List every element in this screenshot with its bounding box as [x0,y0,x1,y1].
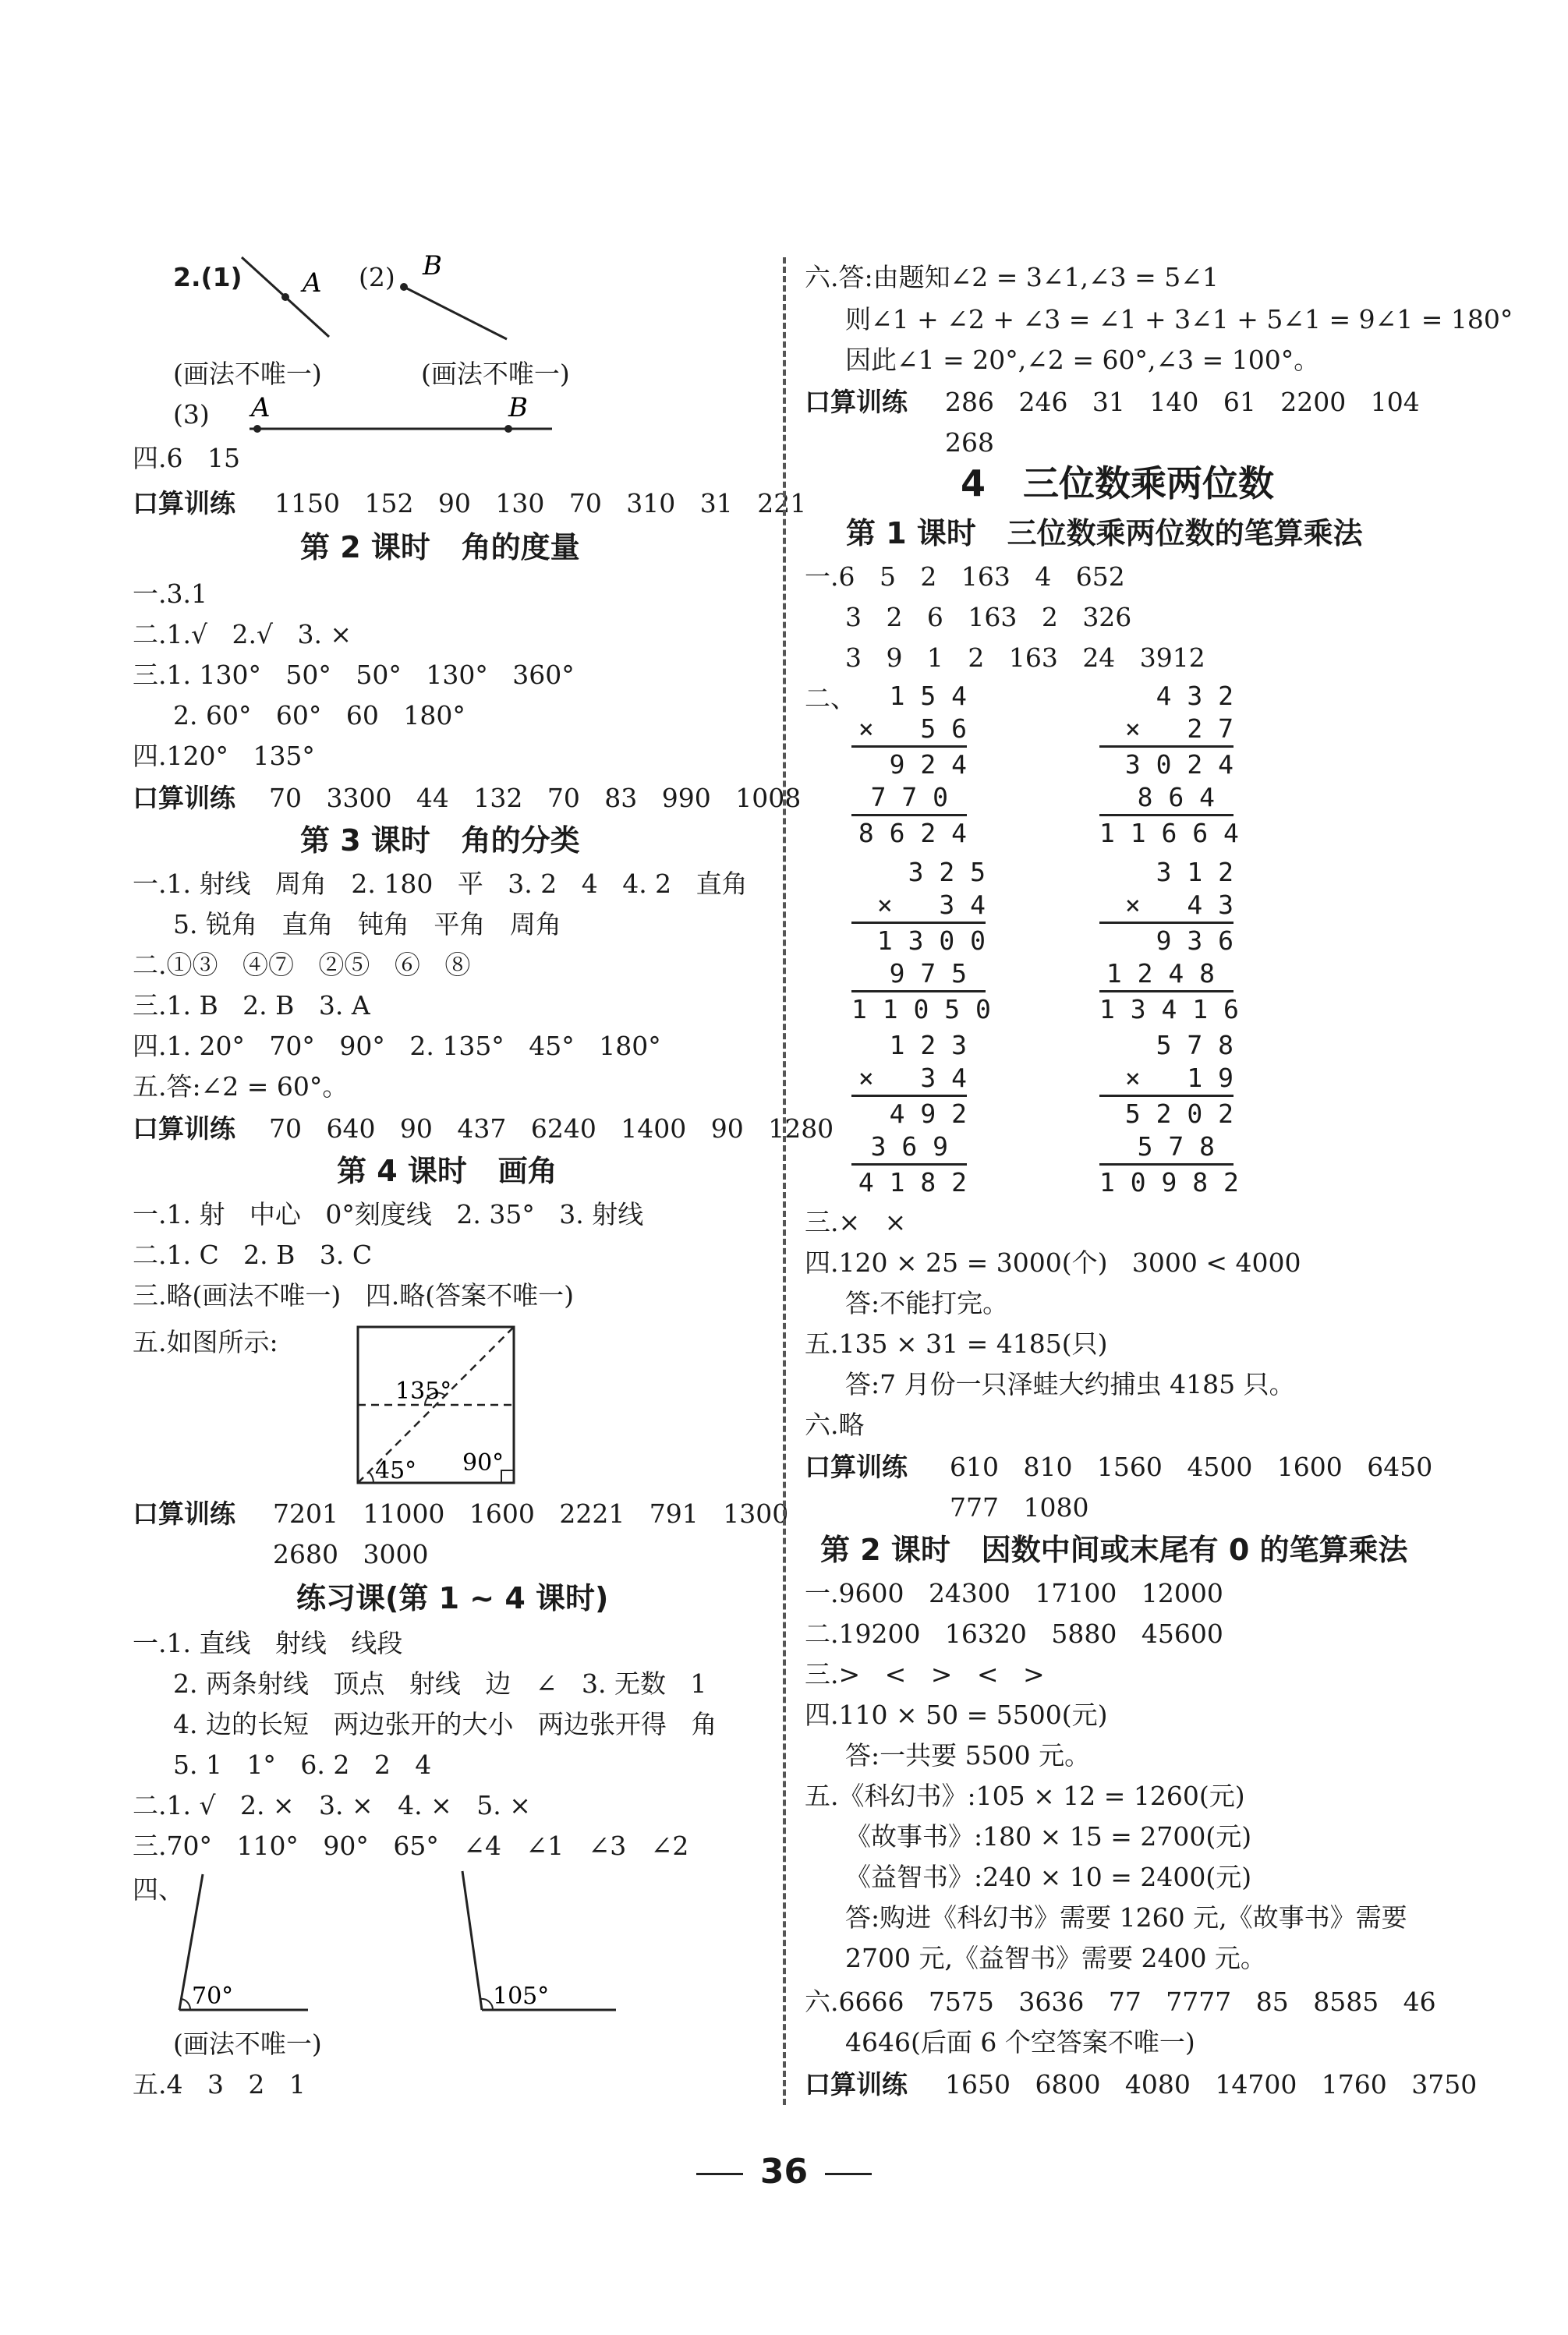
calc-result: 1 1 0 5 0 [851,994,991,1024]
answer-line: 六.略 [805,1410,865,1440]
answer-line: 一.9600 24300 17100 12000 [805,1578,1223,1608]
answer-line: 四.1. 20° 70° 90° 2. 135° 45° 180° [133,1031,661,1061]
calc-partial-2: 8 6 4 [1137,782,1215,812]
fig3-point-a: A [251,392,271,423]
answer-line: 三.1. B 2. B 3. A [133,990,370,1021]
column-divider [783,257,786,2105]
calc-multiplicand: 4 3 2 [1156,681,1234,711]
calc-partial-1: 9 2 4 [889,749,967,780]
answer-line: 三.× × [805,1207,907,1237]
answer-line: 二、 [805,683,856,713]
calc-multiplicand: 1 2 3 [889,1030,967,1060]
answer-line: 四、 [133,1874,184,1905]
calc-multiplier: × 4 3 [1124,890,1234,920]
answer-line: 五.《科幻书》:105 × 12 = 1260(元) [805,1781,1245,1811]
oral-label: 口算训练 [133,1113,235,1144]
oral-values: 610 810 1560 4500 1600 6450 [950,1452,1433,1482]
answer-line: 二.①③ ④⑦ ②⑤ ⑥ ⑧ [133,950,471,980]
angle-label-70: 70° [192,1983,234,2010]
answer-line: 《益智书》:240 × 10 = 2400(元) [845,1862,1252,1892]
vertical-calc [851,1029,967,1199]
calc-result: 8 6 2 4 [858,818,967,848]
answer-line: 4646(后面 6 个空答案不唯一) [845,2027,1195,2057]
oral-label: 口算训练 [133,783,235,813]
fig2-note-2: (画法不唯一) [421,359,570,389]
answer-line: 四.110 × 50 = 5500(元) [805,1700,1108,1730]
answer-line: 三.略(画法不唯一) 四.略(答案不唯一) [133,1280,574,1311]
answer-line: 五.135 × 31 = 4185(只) [805,1328,1108,1359]
angle-label-90: 90° [462,1449,504,1477]
calc-partial-2: 9 7 5 [889,958,967,989]
answer-line: 二.1. √ 2. × 3. × 4. × 5. × [133,1790,531,1820]
calc-multiplicand: 3 1 2 [1156,857,1234,887]
answer-line: 2700 元,《益智书》需要 2400 元。 [845,1943,1266,1973]
answer-line: 因此∠1 = 20°,∠2 = 60°,∠3 = 100°。 [845,345,1320,375]
angle-label-45: 45° [375,1457,417,1484]
fig2-q2-label: (2) [359,262,395,292]
answer-line: 三.70° 110° 90° 65° ∠4 ∠1 ∠3 ∠2 [133,1831,689,1861]
calc-partial-2: 7 7 0 [870,782,948,812]
answer-line: 一.6 5 2 163 4 652 [805,561,1125,592]
oral-values: 70 640 90 437 6240 1400 90 1280 [269,1113,834,1144]
answer-line: 5. 1 1° 6. 2 2 4 [173,1749,432,1780]
calc-partial-1: 9 3 6 [1156,925,1234,956]
calc-result: 1 0 9 8 2 [1099,1167,1239,1198]
calc-partial-1: 5 2 0 2 [1124,1099,1234,1129]
page-number-text: 36 [759,2152,809,2192]
answer-line: 答:购进《科幻书》需要 1260 元,《故事书》需要 [845,1902,1407,1933]
answer-line: 2. 60° 60° 60 180° [173,700,465,731]
calc-multiplier: × 3 4 [858,1063,967,1093]
calc-result: 1 3 4 1 6 [1099,994,1239,1024]
answer-line: 则∠1 + ∠2 + ∠3 = ∠1 + 3∠1 + 5∠1 = 9∠1 = 180° [845,304,1513,334]
answer-line: 5. 锐角 直角 钝角 平角 周角 [173,909,561,939]
vertical-calc [1099,856,1239,1026]
answer-line: 二.19200 16320 5880 45600 [805,1619,1223,1649]
calc-multiplier: × 1 9 [1124,1063,1234,1093]
vertical-calc [851,680,967,850]
calc-multiplier: × 3 4 [876,890,986,920]
answer-line: 五.答:∠2 = 60°。 [133,1071,349,1102]
lesson-title: 第 3 课时 角的分类 [300,823,580,858]
answer-line: 三.> < > < > [805,1659,1045,1689]
answer-line: 3 9 1 2 163 24 3912 [845,642,1205,673]
calc-result: 1 1 6 6 4 [1099,818,1239,848]
page-number [0,2152,1568,2192]
answer-line: (画法不唯一) [173,2029,322,2059]
calc-multiplicand: 3 2 5 [908,857,986,887]
angle-label-105: 105° [493,1983,550,2010]
answer-line: 四.120° 135° [133,741,315,771]
answer-line: 2. 两条射线 顶点 射线 边 ∠ 3. 无数 1 [173,1668,707,1699]
calc-partial-1: 3 0 2 4 [1124,749,1234,780]
oral-values: 1150 152 90 130 70 310 31 221 [274,488,807,518]
oral-values: 70 3300 44 132 70 83 990 1008 [269,783,802,813]
oral-values: 7201 11000 1600 2221 791 1300 [273,1498,789,1529]
answer-line: 答:7 月份一只泽蛙大约捕虫 4185 只。 [845,1369,1295,1399]
answer-line: 三.1. 130° 50° 50° 130° 360° [133,660,575,690]
angle-label-135: 135° [395,1378,452,1405]
line-figure-3 [234,390,561,437]
oral-label: 口算训练 [805,1452,908,1482]
lesson-title: 练习课(第 1 ~ 4 课时) [296,1581,609,1615]
calc-multiplicand: 5 7 8 [1156,1030,1234,1060]
vertical-calc [851,856,991,1026]
fig2-point-a: A [303,267,322,299]
lesson-title: 第 1 课时 三位数乘两位数的笔算乘法 [846,516,1363,550]
answer-line: 一.3.1 [133,578,207,609]
oral-values: 286 246 31 140 61 2200 104 [945,387,1420,417]
answer-line: 六.答:由题知∠2 = 3∠1,∠3 = 5∠1 [805,262,1219,292]
ray-figure-2 [398,249,554,343]
answer-line: 答:一共要 5500 元。 [845,1740,1091,1771]
drawn-angles-figure [172,1870,624,2025]
answer-line: 二.1. C 2. B 3. C [133,1240,373,1270]
answer-line: 《故事书》:180 × 15 = 2700(元) [845,1821,1252,1852]
vertical-calc [1099,680,1239,850]
lesson-title: 第 4 课时 画角 [337,1154,557,1188]
answer-line: 一.1. 直线 射线 线段 [133,1628,403,1658]
fig2-note-1: (画法不唯一) [173,359,322,389]
lesson-title: 第 2 课时 角的度量 [300,530,580,564]
answer-line: 4. 边的长短 两边张开的大小 两边张开得 角 [173,1709,717,1739]
calc-result: 4 1 8 2 [858,1167,967,1198]
oral-label: 口算训练 [805,387,908,417]
calc-partial-2: 3 6 9 [870,1131,948,1162]
calc-partial-2: 5 7 8 [1137,1131,1215,1162]
answer-line: 六.6666 7575 3636 77 7777 85 8585 46 [805,1987,1436,2017]
vertical-calc [1099,1029,1239,1199]
calc-partial-1: 1 3 0 0 [876,925,986,956]
calc-multiplier: × 2 7 [1124,713,1234,744]
answer-line: 一.1. 射线 周角 2. 180 平 3. 2 4 4. 2 直角 [133,869,748,899]
calc-multiplier: × 5 6 [858,713,967,744]
answer-line: 五.4 3 2 1 [133,2069,306,2100]
answer-line: 一.1. 射 中心 0°刻度线 2. 35° 3. 射线 [133,1199,644,1229]
answer-line: 答:不能打完。 [845,1288,1009,1318]
unit-title: 4 三位数乘两位数 [961,462,1275,504]
fig2-q3-label: (3) [173,399,210,430]
oral-label: 口算训练 [133,1498,235,1529]
fig2-point-b: B [423,250,442,281]
answer-line: 四.120 × 25 = 3000(个) 3000 < 4000 [805,1247,1301,1278]
calc-multiplicand: 1 5 4 [889,681,967,711]
lesson-title: 第 2 课时 因数中间或末尾有 0 的笔算乘法 [820,1533,1408,1567]
answer-line: 二.1.√ 2.√ 3. × [133,619,352,649]
fig3-point-b: B [508,392,528,423]
answer-line: 3 2 6 163 2 326 [845,602,1132,632]
oral-label: 口算训练 [805,2069,908,2100]
square-angle-figure [355,1324,534,1488]
calc-partial-1: 4 9 2 [889,1099,967,1129]
oral-values: 777 1080 [950,1492,1089,1523]
oral-values: 268 [945,427,994,458]
answer-line: 五.如图所示: [133,1327,278,1357]
oral-label: 口算训练 [133,488,235,518]
calc-partial-2: 1 2 4 8 [1106,958,1215,989]
oral-values: 2680 3000 [273,1539,429,1569]
ray-figure-1 [234,249,359,343]
oral-values: 1650 6800 4080 14700 1760 3750 [945,2069,1478,2100]
fig2-q1-label: 2.(1) [173,262,242,292]
section-si: 四.6 15 [133,443,240,473]
